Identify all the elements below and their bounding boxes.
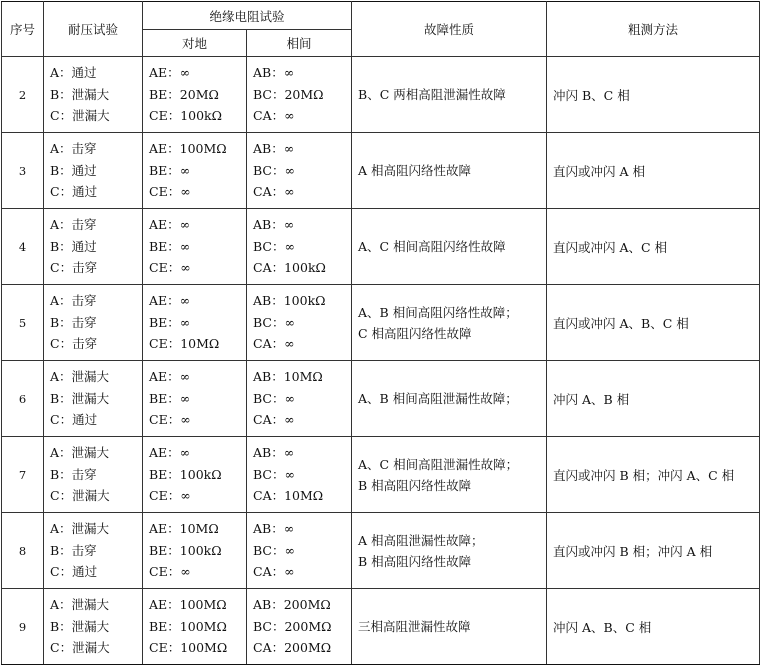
withstand-result: C：通过 <box>50 564 98 580</box>
phase-resistance: AB：∞ <box>253 141 295 157</box>
withstand-result: C：击穿 <box>50 260 98 276</box>
ground-resistance: CE：10MΩ <box>149 336 220 352</box>
withstand-result: B：通过 <box>50 162 97 178</box>
ground-resistance: AE：∞ <box>149 445 191 461</box>
withstand-result: A：泄漏大 <box>50 445 110 461</box>
withstand-result: C：击穿 <box>50 336 98 352</box>
cell-fault-nature <box>352 285 547 361</box>
withstand-result: C：通过 <box>50 412 98 428</box>
table-row <box>2 361 760 437</box>
cell-withstand <box>44 513 143 589</box>
cell-ground-resistance <box>143 437 247 513</box>
cell-withstand <box>44 285 143 361</box>
withstand-result: C：通过 <box>50 184 98 200</box>
cell-ground-resistance <box>143 361 247 437</box>
cell-ground-resistance <box>143 513 247 589</box>
ground-resistance: BE：∞ <box>149 162 191 178</box>
cell-fault-nature <box>352 437 547 513</box>
table-row <box>2 57 760 133</box>
cell-seq: 3 <box>2 133 44 209</box>
fault-line: A 相高阻泄漏性故障； <box>358 532 484 548</box>
phase-resistance: CA：10MΩ <box>253 488 324 504</box>
withstand-result: A：通过 <box>50 65 97 81</box>
cell-seq: 6 <box>2 361 44 437</box>
table-row <box>2 285 760 361</box>
table-row <box>2 437 760 513</box>
cell-fault-nature <box>352 57 547 133</box>
phase-resistance: BC：∞ <box>253 314 295 330</box>
phase-resistance: BC：∞ <box>253 162 295 178</box>
header-seq: 序号 <box>2 2 44 57</box>
phase-resistance: CA：∞ <box>253 184 295 200</box>
ground-resistance: AE：100MΩ <box>149 597 227 613</box>
cell-method: 直闪或冲闪 A 相 <box>547 133 760 209</box>
phase-resistance: CA：∞ <box>253 336 295 352</box>
cell-seq: 2 <box>2 57 44 133</box>
ground-resistance: AE：∞ <box>149 369 191 385</box>
withstand-result: C：泄漏大 <box>50 108 110 124</box>
cell-ground-resistance <box>143 589 247 665</box>
table-row <box>2 513 760 589</box>
cell-seq: 9 <box>2 589 44 665</box>
phase-resistance: AB：∞ <box>253 445 295 461</box>
header-withstand-test: 耐压试验 <box>44 2 143 57</box>
table-row <box>2 209 760 285</box>
cell-method: 直闪或冲闪 A、B、C 相 <box>547 285 760 361</box>
table-row <box>2 589 760 665</box>
withstand-result: A：击穿 <box>50 141 97 157</box>
phase-resistance: BC：20MΩ <box>253 86 324 102</box>
withstand-result: C：泄漏大 <box>50 640 110 656</box>
fault-line: A、B 相间高阻闪络性故障； <box>358 304 518 320</box>
phase-resistance: CA：100kΩ <box>253 260 326 276</box>
phase-resistance: AB：∞ <box>253 65 295 81</box>
phase-resistance: AB：∞ <box>253 521 295 537</box>
cell-ground-resistance <box>143 57 247 133</box>
header-phase-to-phase: 相间 <box>247 30 352 57</box>
withstand-result: A：击穿 <box>50 217 97 233</box>
fault-line: A、B 相间高阻泄漏性故障； <box>358 391 518 406</box>
withstand-result: B：泄漏大 <box>50 618 110 634</box>
cell-ground-resistance <box>143 285 247 361</box>
ground-resistance: CE：∞ <box>149 488 191 504</box>
cell-method: 冲闪 B、C 相 <box>547 57 760 133</box>
ground-resistance: BE：100MΩ <box>149 618 227 634</box>
ground-resistance: BE：100kΩ <box>149 466 222 482</box>
cell-seq: 4 <box>2 209 44 285</box>
phase-resistance: AB：200MΩ <box>253 597 331 613</box>
fault-line: C 相高阻闪络性故障 <box>358 325 472 341</box>
cell-phase-resistance <box>247 209 352 285</box>
cell-withstand <box>44 361 143 437</box>
withstand-result: B：击穿 <box>50 542 97 558</box>
cell-phase-resistance <box>247 57 352 133</box>
ground-resistance: AE：100MΩ <box>149 141 227 157</box>
ground-resistance: BE：∞ <box>149 314 191 330</box>
phase-resistance: BC：∞ <box>253 238 295 254</box>
withstand-result: B：泄漏大 <box>50 390 110 406</box>
cell-method: 冲闪 A、B、C 相 <box>547 589 760 665</box>
fault-line: A、C 相间高阻泄漏性故障； <box>358 456 519 472</box>
ground-resistance: CE：∞ <box>149 184 191 200</box>
ground-resistance: BE：∞ <box>149 390 191 406</box>
fault-test-table <box>1 1 760 665</box>
cell-seq: 5 <box>2 285 44 361</box>
cell-fault-nature <box>352 513 547 589</box>
cell-seq: 7 <box>2 437 44 513</box>
cell-fault-nature <box>352 361 547 437</box>
table-body <box>2 57 760 665</box>
fault-line: B、C 两相高阻泄漏性故障 <box>358 87 506 102</box>
withstand-result: B：击穿 <box>50 466 97 482</box>
cell-method: 直闪或冲闪 B 相；冲闪 A 相 <box>547 513 760 589</box>
cell-fault-nature <box>352 589 547 665</box>
fault-line: B 相高阻闪络性故障 <box>358 553 472 569</box>
withstand-result: A：泄漏大 <box>50 369 110 385</box>
ground-resistance: CE：∞ <box>149 260 191 276</box>
header-insulation-test: 绝缘电阻试验 <box>143 2 352 30</box>
fault-line: 三相高阻泄漏性故障 <box>358 619 471 634</box>
header-to-ground: 对地 <box>143 30 247 57</box>
withstand-result: A：泄漏大 <box>50 521 110 537</box>
phase-resistance: CA：∞ <box>253 412 295 428</box>
cell-phase-resistance <box>247 133 352 209</box>
cell-withstand <box>44 209 143 285</box>
withstand-result: B：击穿 <box>50 314 97 330</box>
phase-resistance: BC：∞ <box>253 390 295 406</box>
cell-method: 直闪或冲闪 A、C 相 <box>547 209 760 285</box>
table-row <box>2 133 760 209</box>
cell-ground-resistance <box>143 209 247 285</box>
cell-ground-resistance <box>143 133 247 209</box>
ground-resistance: CE：100kΩ <box>149 108 222 124</box>
ground-resistance: AE：∞ <box>149 217 191 233</box>
cell-phase-resistance <box>247 589 352 665</box>
cell-phase-resistance <box>247 437 352 513</box>
phase-resistance: AB：100kΩ <box>253 293 326 309</box>
ground-resistance: BE：20MΩ <box>149 86 219 102</box>
fault-line: B 相高阻闪络性故障 <box>358 477 472 493</box>
cell-fault-nature <box>352 133 547 209</box>
phase-resistance: CA：∞ <box>253 564 295 580</box>
phase-resistance: BC：∞ <box>253 466 295 482</box>
fault-line: A 相高阻闪络性故障 <box>358 163 472 178</box>
cell-phase-resistance <box>247 513 352 589</box>
ground-resistance: CE：100MΩ <box>149 640 228 656</box>
cell-withstand <box>44 133 143 209</box>
cell-withstand <box>44 437 143 513</box>
ground-resistance: AE：∞ <box>149 293 191 309</box>
cell-method: 直闪或冲闪 B 相；冲闪 A、C 相 <box>547 437 760 513</box>
ground-resistance: CE：∞ <box>149 564 191 580</box>
phase-resistance: BC：∞ <box>253 542 295 558</box>
fault-line: A、C 相间高阻闪络性故障 <box>358 239 506 254</box>
withstand-result: A：泄漏大 <box>50 597 110 613</box>
cell-withstand <box>44 589 143 665</box>
ground-resistance: AE：10MΩ <box>149 521 219 537</box>
table-header <box>2 2 760 57</box>
cell-phase-resistance <box>247 361 352 437</box>
phase-resistance: BC：200MΩ <box>253 618 332 634</box>
withstand-result: B：泄漏大 <box>50 86 110 102</box>
phase-resistance: CA：∞ <box>253 108 295 124</box>
withstand-result: A：击穿 <box>50 293 97 309</box>
phase-resistance: AB：∞ <box>253 217 295 233</box>
withstand-result: B：通过 <box>50 238 97 254</box>
ground-resistance: AE：∞ <box>149 65 191 81</box>
cell-fault-nature <box>352 209 547 285</box>
phase-resistance: CA：200MΩ <box>253 640 332 656</box>
cell-method: 冲闪 A、B 相 <box>547 361 760 437</box>
phase-resistance: AB：10MΩ <box>253 369 323 385</box>
withstand-result: C：泄漏大 <box>50 488 110 504</box>
cell-seq: 8 <box>2 513 44 589</box>
header-method: 粗测方法 <box>547 2 760 57</box>
ground-resistance: CE：∞ <box>149 412 191 428</box>
ground-resistance: BE：∞ <box>149 238 191 254</box>
header-fault-nature: 故障性质 <box>352 2 547 57</box>
ground-resistance: BE：100kΩ <box>149 542 222 558</box>
cell-withstand <box>44 57 143 133</box>
cell-phase-resistance <box>247 285 352 361</box>
